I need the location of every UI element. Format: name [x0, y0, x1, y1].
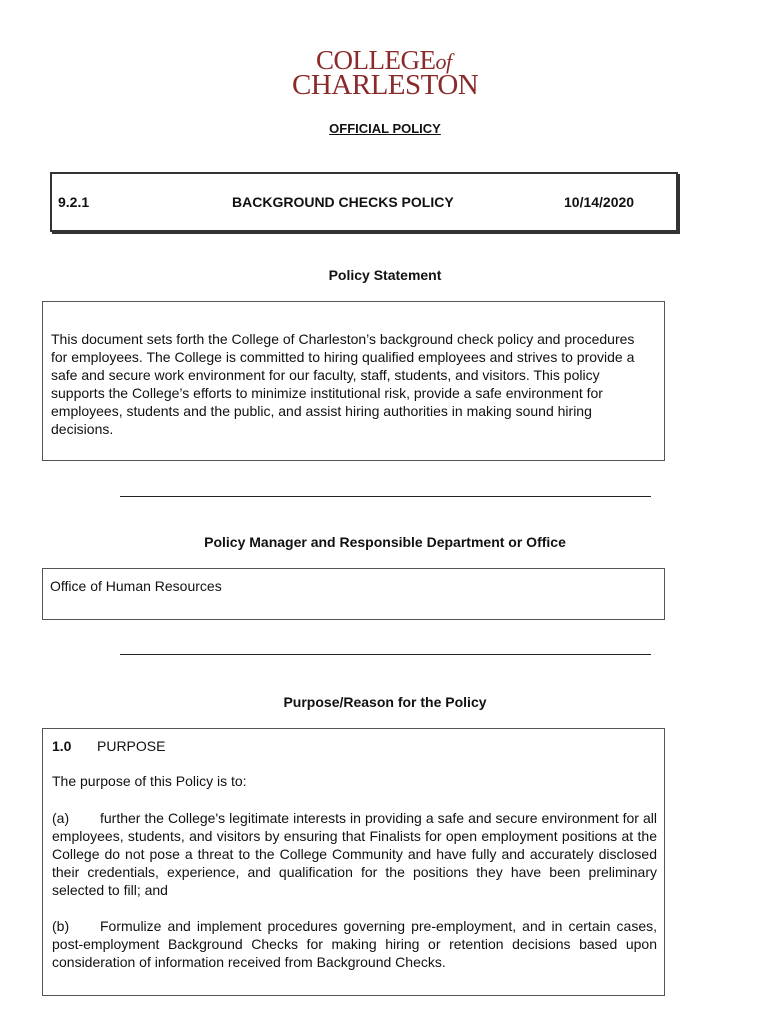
section-divider	[120, 496, 651, 497]
college-logo	[292, 46, 482, 102]
purpose-item-text: Formulize and implement procedures governing pre-employment, and in certain cases, post-employment Background Checks for making hiring or retention decisions based upon consideration of information received from Background Checks.	[52, 918, 657, 970]
responsible-office: Office of Human Resources	[50, 578, 222, 594]
section-divider	[120, 654, 651, 655]
official-policy-label: OFFICIAL POLICY	[329, 121, 441, 136]
purpose-section-title: PURPOSE	[97, 738, 166, 754]
purpose-item	[52, 917, 657, 971]
policy-statement-heading: Policy Statement	[328, 267, 442, 283]
logo-line-2: CHARLESTON	[292, 69, 479, 101]
policy-manager-heading: Policy Manager and Responsible Department or Office	[204, 534, 566, 550]
policy-date: 10/14/2020	[564, 194, 635, 210]
policy-statement-box	[42, 301, 665, 461]
policy-statement-text: This document sets forth the College of Charleston’s background check policy and procedures for employees. The College is committed to hiring qualified employees and strives to provide a safe and secure work environment for our faculty, staff, students, and visitors. This policy supports the College’s efforts to minimize institutional risk, provide a safe environment for employees, students and the public, and assist hiring authorities in making sound hiring decisions.	[51, 331, 635, 437]
policy-number: 9.2.1	[58, 194, 90, 210]
logo-of-text: of	[435, 49, 452, 74]
purpose-section-header	[52, 738, 165, 754]
purpose-item-marker: (b)	[52, 918, 70, 934]
purpose-box	[42, 728, 665, 996]
purpose-intro: The purpose of this Policy is to:	[52, 773, 247, 789]
purpose-item	[52, 809, 657, 899]
purpose-item-marker: (a)	[52, 810, 70, 826]
policy-header-box	[50, 172, 678, 232]
logo-college-text: COLLEGE	[316, 45, 436, 75]
policy-title: BACKGROUND CHECKS POLICY	[232, 194, 454, 210]
purpose-section-number: 1.0	[52, 738, 72, 754]
purpose-heading: Purpose/Reason for the Policy	[283, 694, 487, 710]
policy-manager-box	[42, 568, 665, 620]
purpose-item-text: further the College's legitimate interests in providing a safe and secure environment for all employees, students, and visitors by ensuring that Finalists for open employment positions at the College do not pose a threat to the College Community and have fully and accurately disclosed their credentials, experience, and qualification for the positions they have been preliminary selected to fill; and	[52, 810, 657, 898]
